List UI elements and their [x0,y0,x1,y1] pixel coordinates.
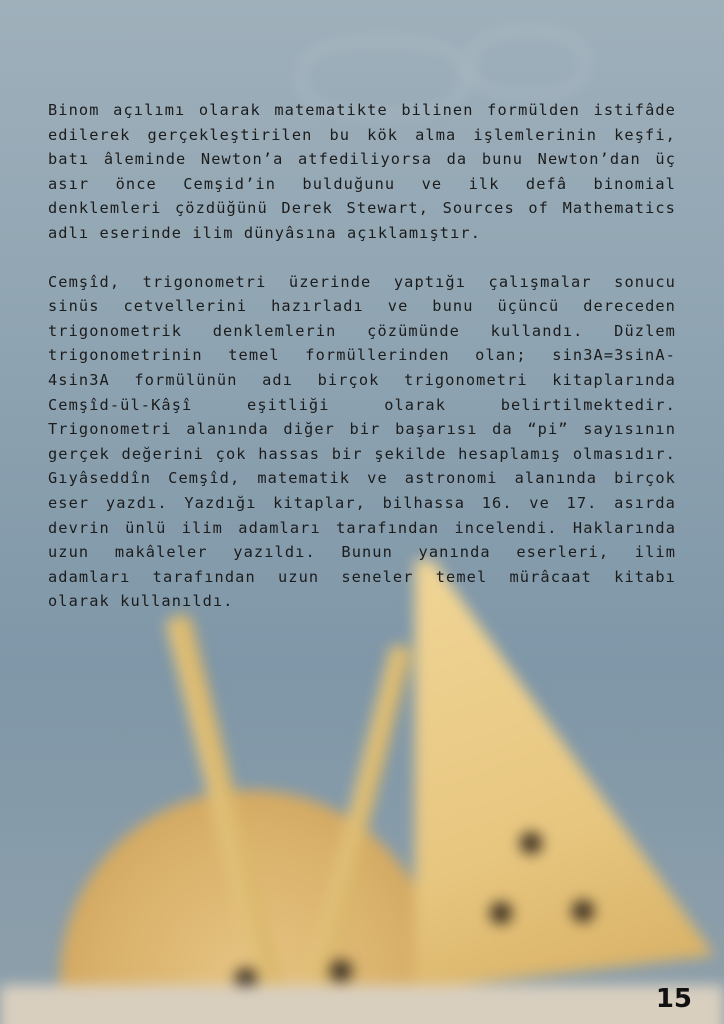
protractor-hole [330,960,352,982]
body-text [48,98,676,638]
set-square-hole [572,900,594,922]
set-square-hole [520,832,542,854]
paragraph: Cemşîd, trigonometri üzerinde yaptığı çalışmalar sonucu sinüs cetvellerini hazırladı ve bunu üçüncü dereceden trigonometrik denklemlerin çözümünde kullandı. Düzlem trigonometrinin temel formüllerinden olan; sin3A=3sinA-4sin3A formülünün adı birçok trigonometri kitaplarında Cemşîd-ül-Kâşî eşitliği olarak belirtilmektedir. Trigonometri alanında diğer bir başarısı da “pi” sayısının gerçek değerini çok hassas bir şekilde hesaplamış olmasıdır. Gıyâseddîn Cemşîd, matematik ve astronomi alanında birçok eser yazdı. Yazdığı kitaplar, bilhassa 16. ve 17. asırda devrin ünlü ilim adamları tarafından incelendi. Haklarında uzun makâleler yazıldı. Bunun yanında eserleri, ilim adamları tarafından uzun seneler temel mürâcaat kitabı olarak kullanıldı. [48,272,676,611]
chalk-scribble [470,30,586,96]
table-edge [0,985,724,1024]
paragraph: Binom açılımı olarak matematikte bilinen formülden istifâde edilerek gerçekleştirilen bu kök alma işlemlerinin keşfi, batı âleminde Newton’a atfediliyorsa da bunu Newton’dan üç asır önce Cemşid’in bulduğunu ve ilk defâ binomial denklemleri çözdüğünü Derek Stewart, Sources of Mathematics adlı eserinde ilim dünyâsına açıklamıştır. [48,101,676,242]
page-number: 15 [655,984,692,1014]
set-square-hole [490,902,512,924]
